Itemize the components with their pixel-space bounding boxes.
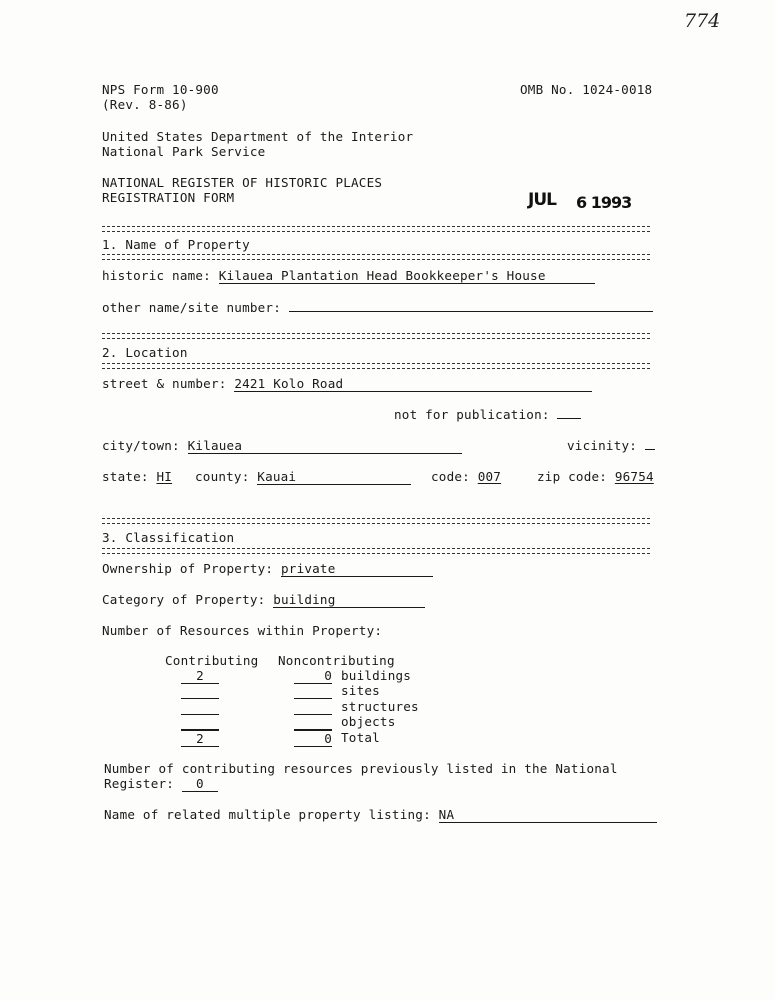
ownership-field[interactable] [281, 561, 433, 577]
agency: National Park Service [102, 144, 266, 159]
row-label-sites: sites [341, 683, 380, 698]
related-listing-value: NA [438, 807, 455, 822]
row-label-objects: objects [341, 714, 396, 729]
received-stamp-date: 6 1993 [576, 193, 632, 212]
county-value: Kauai [257, 469, 297, 484]
row-label-total: Total [341, 730, 380, 745]
section-rule [102, 363, 650, 369]
contrib-objects[interactable] [181, 714, 219, 730]
noncontrib-sites[interactable] [294, 683, 332, 699]
county-field[interactable] [257, 469, 411, 485]
section-rule [102, 254, 650, 260]
noncontrib-structures[interactable] [294, 699, 332, 715]
noncontributing-header: Noncontributing [278, 653, 395, 668]
previously-listed-value[interactable]: 0 [182, 776, 218, 792]
ownership-value: private [281, 561, 336, 576]
resources-heading: Number of Resources within Property: [102, 623, 383, 638]
contrib-structures[interactable] [181, 699, 219, 715]
related-listing-field[interactable] [439, 807, 657, 823]
contrib-total[interactable]: 2 [181, 730, 219, 747]
contributing-header: Contributing [165, 653, 259, 668]
zip-value[interactable]: 96754 [614, 469, 654, 484]
related-listing-row [104, 807, 657, 823]
category-field[interactable] [273, 592, 425, 608]
street-row [102, 376, 592, 392]
row-label-buildings: buildings [341, 668, 412, 683]
vicinity-field[interactable] [645, 438, 655, 450]
code-label: code: [431, 469, 470, 484]
handwritten-page-number: 774 [684, 10, 721, 32]
section-heading-location: 2. Location [102, 345, 188, 360]
section-rule [102, 226, 650, 232]
section-heading-classification: 3. Classification [102, 530, 235, 545]
county-label: county: [195, 469, 250, 484]
department: United States Department of the Interior [102, 129, 414, 144]
previously-listed-row [104, 776, 218, 792]
historic-name-label: historic name: [102, 268, 211, 283]
historic-name-field[interactable] [219, 268, 595, 284]
received-stamp-month: JUL [528, 190, 556, 210]
register-label: Register: [104, 776, 175, 791]
noncontrib-total[interactable]: 0 [294, 730, 332, 747]
other-name-label: other name/site number: [102, 300, 281, 315]
other-name-field[interactable] [289, 300, 653, 312]
state-value[interactable]: HI [156, 469, 173, 484]
vicinity-row [567, 438, 655, 453]
contrib-sites[interactable] [181, 683, 219, 699]
other-name-row [102, 300, 653, 315]
section-rule [102, 333, 650, 339]
contrib-buildings[interactable]: 2 [181, 668, 219, 684]
section-rule [102, 518, 650, 524]
not-for-publication-row [394, 407, 581, 422]
form-revision: (Rev. 8-86) [102, 97, 188, 112]
category-row [102, 592, 425, 608]
form-title: NATIONAL REGISTER OF HISTORIC PLACES [102, 175, 383, 190]
vicinity-label: vicinity: [567, 438, 638, 453]
zip-row [537, 469, 654, 484]
city-field[interactable] [188, 438, 462, 454]
ownership-label: Ownership of Property: [102, 561, 274, 576]
previously-listed-text: Number of contributing resources previously listed in the National [104, 761, 618, 776]
city-value: Kilauea [187, 438, 243, 453]
street-field[interactable] [234, 376, 592, 392]
noncontrib-objects[interactable] [294, 714, 332, 730]
state-row [102, 469, 172, 484]
zip-label: zip code: [537, 469, 608, 484]
county-row [195, 469, 411, 485]
city-label: city/town: [102, 438, 180, 453]
street-label: street & number: [102, 376, 227, 391]
code-value[interactable]: 007 [477, 469, 502, 484]
row-label-structures: structures [341, 699, 419, 714]
city-row [102, 438, 462, 454]
section-rule [102, 548, 650, 554]
not-for-publication-label: not for publication: [394, 407, 550, 422]
form-subtitle: REGISTRATION FORM [102, 190, 235, 205]
form-id: NPS Form 10-900 [102, 82, 219, 97]
street-value: 2421 Kolo Road [234, 376, 344, 391]
omb-number: OMB No. 1024-0018 [520, 82, 653, 97]
code-row [431, 469, 501, 484]
historic-name-row [102, 268, 595, 284]
noncontrib-buildings[interactable]: 0 [294, 668, 332, 684]
category-value: building [273, 592, 336, 607]
category-label: Category of Property: [102, 592, 266, 607]
related-listing-label: Name of related multiple property listing: [104, 807, 431, 822]
not-for-publication-field[interactable] [557, 407, 581, 419]
section-heading-name: 1. Name of Property [102, 237, 250, 252]
ownership-row [102, 561, 433, 577]
state-label: state: [102, 469, 149, 484]
historic-name-value: Kilauea Plantation Head Bookkeeper's House [218, 268, 546, 283]
